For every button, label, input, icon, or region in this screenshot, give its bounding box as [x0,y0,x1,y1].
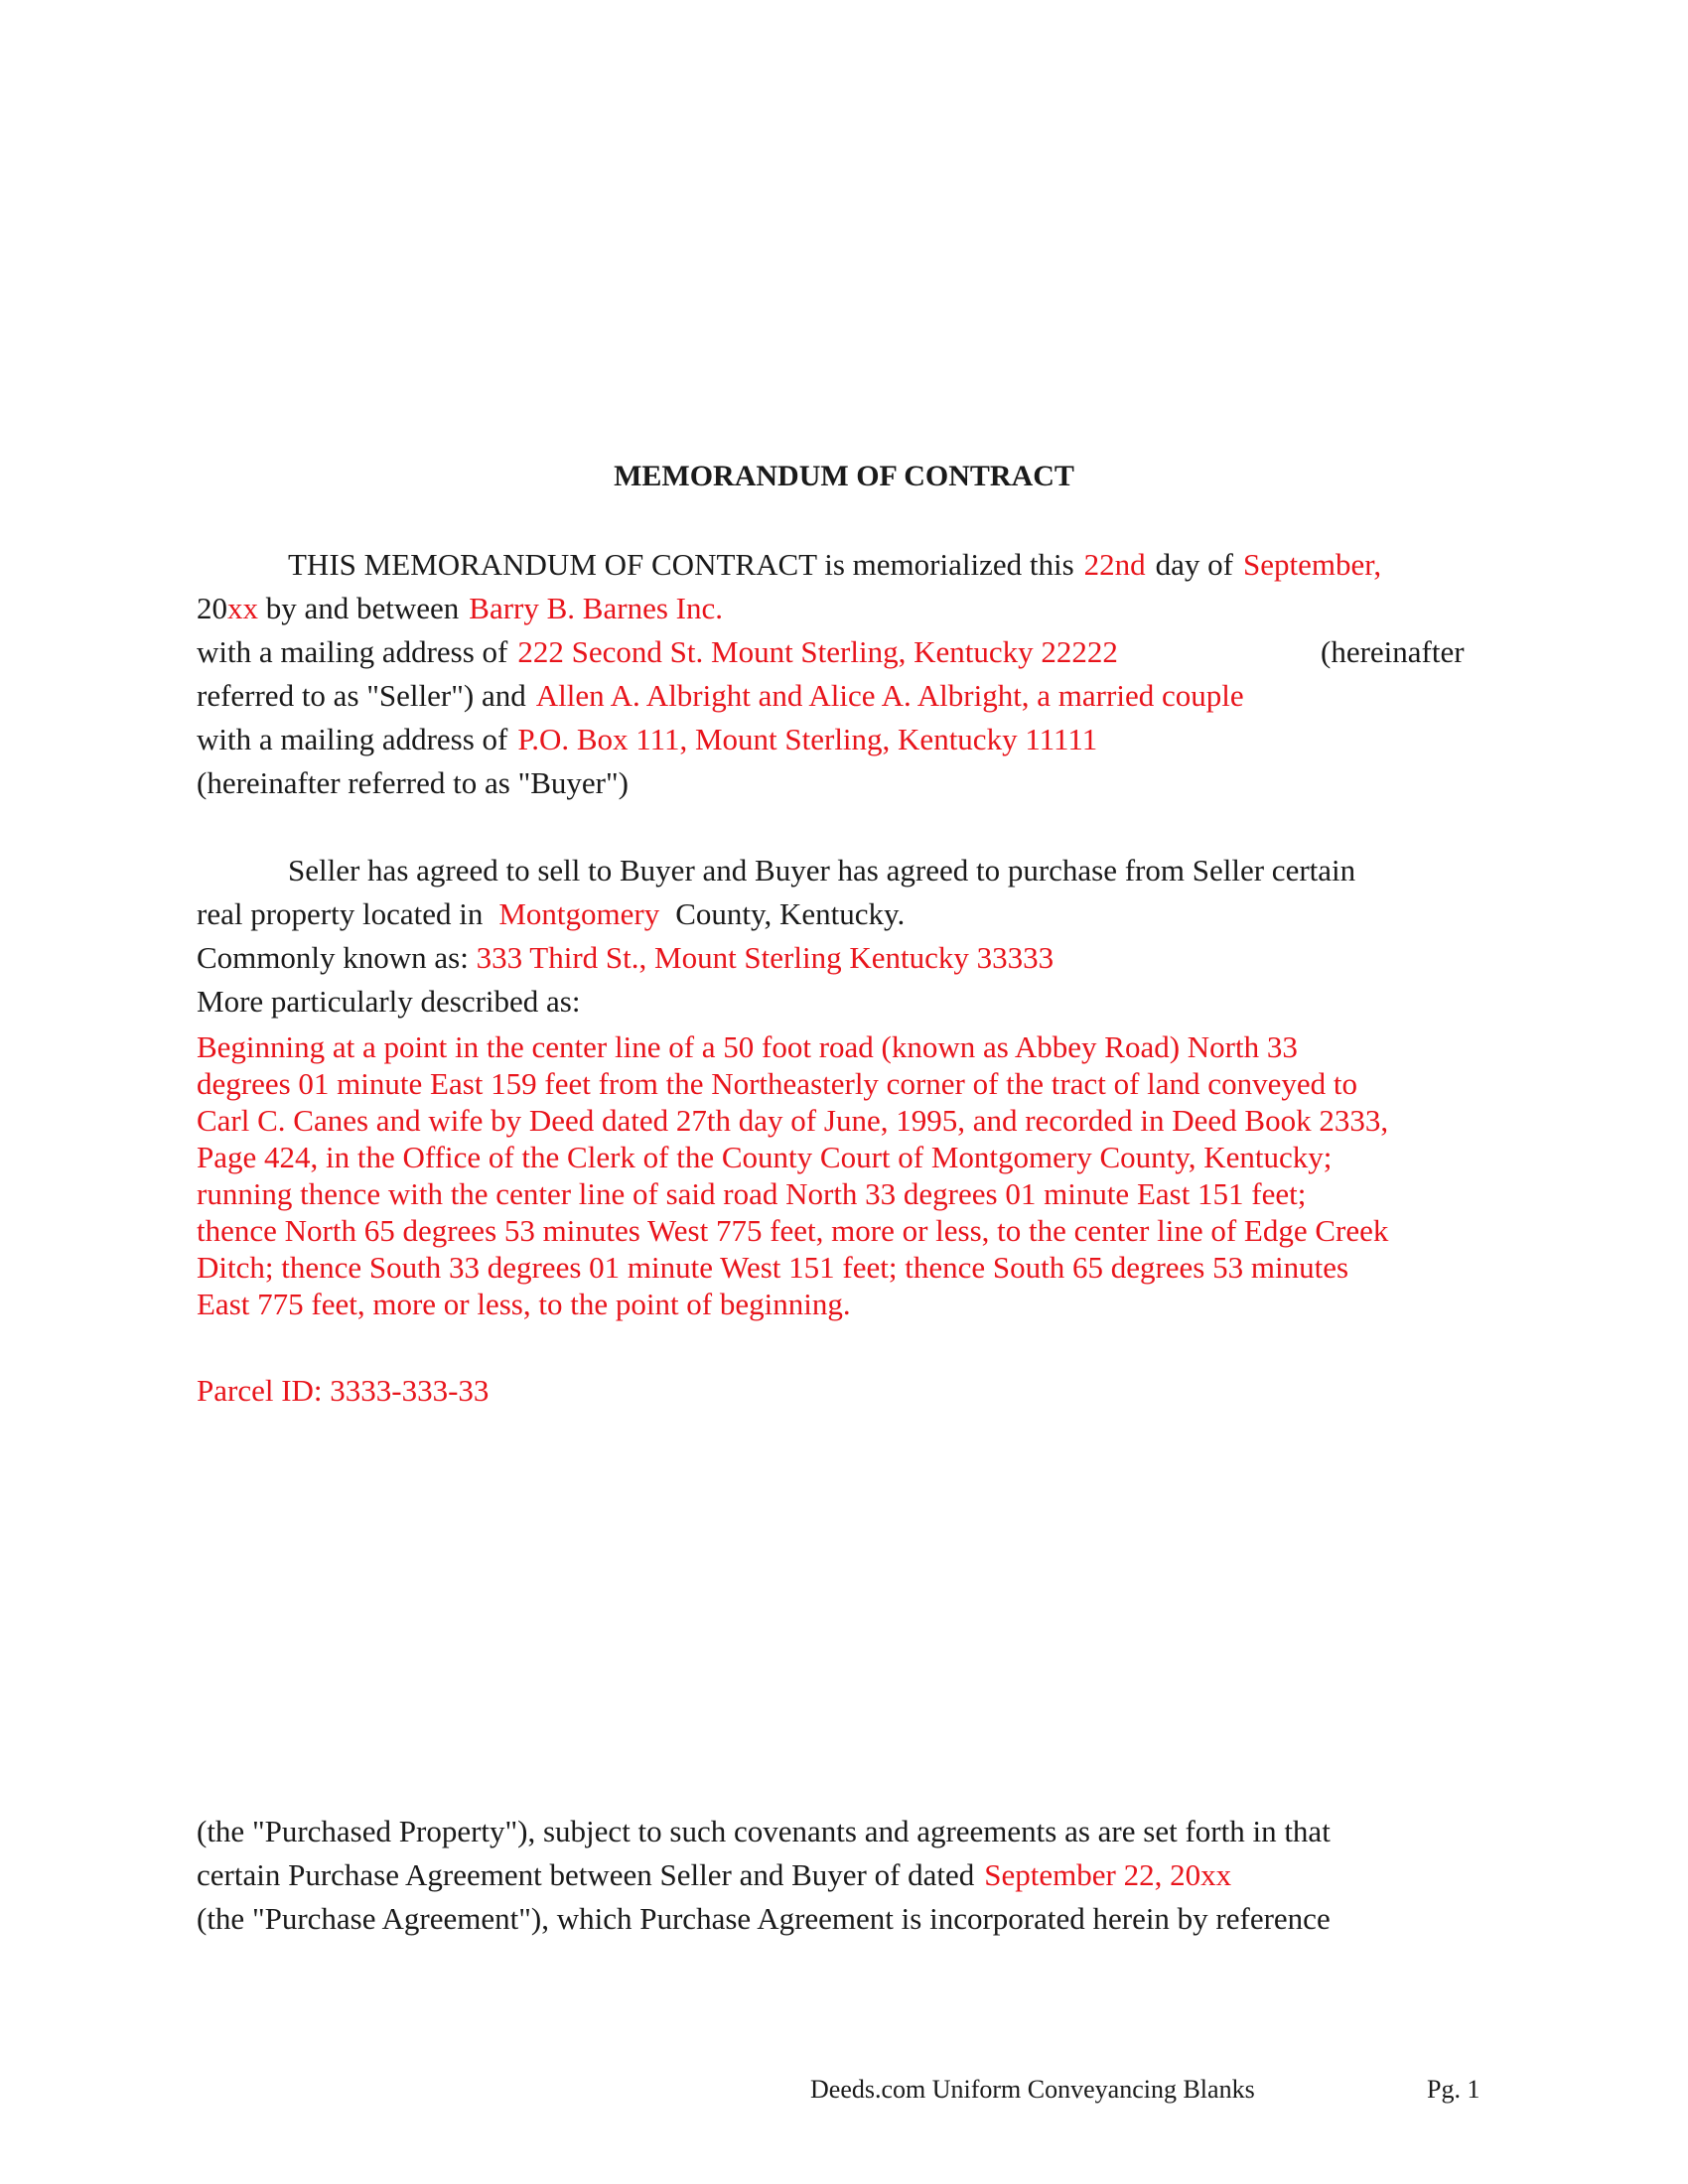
parcel-id: Parcel ID: 3333-333-33 [197,1373,490,1408]
property-line-3: Commonly known as: 333 Third St., Mount Sterling Kentucky 33333 [197,940,1055,975]
legal-line: East 775 feet, more or less, to the point of beginning. [197,1287,851,1321]
purchase-line-3: (the "Purchase Agreement"), which Purchase Agreement is incorporated herein by reference [197,1901,1331,1936]
buyer-name: Allen A. Albright and Alice A. Albright, a married couple [535,678,1244,713]
property-line-1: Seller has agreed to sell to Buyer and Buyer has agreed to purchase from Seller certain [288,853,1356,887]
legal-line: running thence with the center line of said road North 33 degrees 01 minute East 151 feet; [197,1176,1307,1211]
hereinafter-text: (hereinafter [1321,634,1465,669]
intro-line-5: with a mailing address of P.O. Box 111, Mount Sterling, Kentucky 11111 [197,722,1098,756]
contract-year: xx [227,591,258,625]
page-number: Pg. 1 [1427,2075,1480,2104]
legal-description [197,1028,1497,1322]
legal-line: degrees 01 minute East 159 feet from the Northeasterly corner of the tract of land conveyed to [197,1066,1357,1101]
purchase-line-1: (the "Purchased Property"), subject to such covenants and agreements as are set forth in that [197,1814,1331,1848]
legal-line: Beginning at a point in the center line of a 50 foot road (known as Abbey Road) North 33 [197,1029,1298,1064]
buyer-address: P.O. Box 111, Mount Sterling, Kentucky 11111 [517,722,1098,756]
footer-source: Deeds.com Uniform Conveyancing Blanks [810,2075,1255,2104]
intro-line-2: 20xx by and between Barry B. Barnes Inc. [197,591,723,625]
intro-line-3: with a mailing address of 222 Second St. Mount Sterling, Kentucky 22222 [197,634,1118,669]
property-line-4: More particularly described as: [197,984,581,1019]
legal-line: thence North 65 degrees 53 minutes West 775 feet, more or less, to the center line of Edge Creek [197,1213,1389,1248]
seller-address: 222 Second St. Mount Sterling, Kentucky 22222 [517,634,1118,669]
contract-month: September, [1243,547,1382,582]
intro-line-1: THIS MEMORANDUM OF CONTRACT is memorialized this 22nd day of September, [288,547,1382,582]
document-title: MEMORANDUM OF CONTRACT [614,460,1074,492]
agreement-date: September 22, 20xx [984,1857,1232,1892]
legal-line: Carl C. Canes and wife by Deed dated 27th day of June, 1995, and recorded in Deed Book 2333, [197,1103,1389,1138]
seller-name: Barry B. Barnes Inc. [469,591,723,625]
intro-line-4: referred to as "Seller") and Allen A. Albright and Alice A. Albright, a married couple [197,678,1244,713]
legal-line: Ditch; thence South 33 degrees 01 minute West 151 feet; thence South 65 degrees 53 minutes [197,1250,1349,1285]
purchase-line-2: certain Purchase Agreement between Seller and Buyer of dated September 22, 20xx [197,1857,1232,1892]
contract-day: 22nd [1083,547,1146,582]
legal-line: Page 424, in the Office of the Clerk of the County Court of Montgomery County, Kentucky; [197,1140,1333,1174]
property-address: 333 Third St., Mount Sterling Kentucky 33333 [476,940,1055,975]
intro-line-6: (hereinafter referred to as "Buyer") [197,765,629,800]
property-line-2: real property located in Montgomery County, Kentucky. [197,896,906,931]
county-name: Montgomery [498,896,660,931]
